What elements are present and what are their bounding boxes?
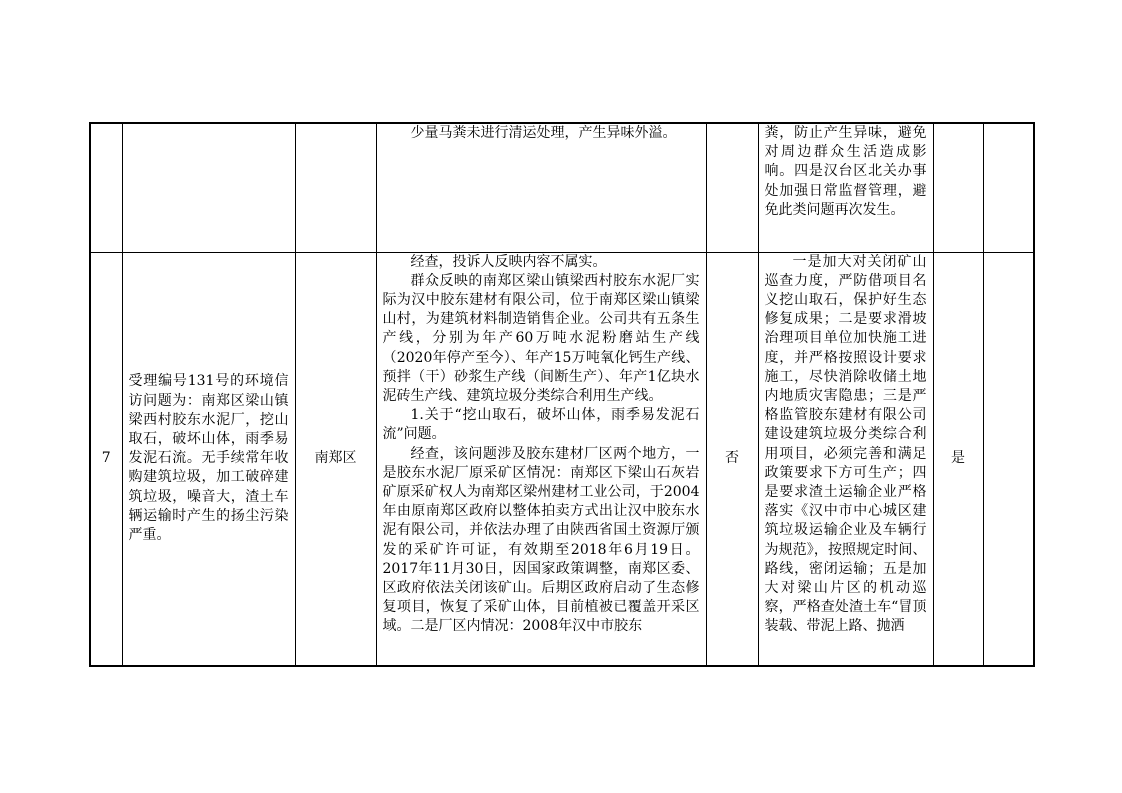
issue-description (122, 123, 295, 252)
district: 南郑区 (295, 252, 376, 666)
remark (983, 252, 1034, 666)
district (295, 123, 376, 252)
findings-cell (376, 123, 706, 252)
table-row (90, 252, 1034, 666)
rectification-measures: 粪，防止产生异味，避免对周边群众生活造成影响。四是汉台区北关办事处加强日常监督管理，避免此类问题再次发生。 (758, 123, 933, 252)
findings-paragraph: 经查，该问题涉及胶东建材厂区两个地方，一是胶东水泥厂原采矿区情况：南郑区下梁山石灰岩矿原采矿权人为南郑区梁州建材工业公司，于2004年由原南郑区政府以整体拍卖方式出让汉中胶东水泥有限公司，并依法办理了由陕西省国土资源厅颁发的采矿许可证，有效期至2018年6月19日。2017年11月30日，因国家政策调整，南郑区委、区政府依法关闭该矿山。后期区政府启动了生态修复项目，恢复了采矿山体，目前植被已覆盖开采区域。二是厂区内情况：2008年汉中市胶东 (382, 445, 700, 635)
row-number (90, 123, 122, 252)
row-number: 7 (90, 252, 122, 666)
findings-paragraph: 经查，投诉人反映内容不属实。 (410, 253, 607, 270)
rectified-status: 是 (933, 252, 983, 666)
verified-status: 否 (706, 252, 758, 666)
rectification-measures: 一是加大对关闭矿山巡查力度，严防借项目名义挖山取石，保护好生态修复成果；二是要求滑坡治理项目单位加快施工进度，并严格按照设计要求施工，尽快消除收储土地内地质灾害隐患；三是严格监管胶东建材有限公司建设建筑垃圾分类综合利用项目，必须完善和满足政策要求下方可生产；四是要求渣土运输企业严格落实《汉中市中心城区建筑垃圾运输企业及车辆行为规范》，按照规定时间、路线，密闭运输；五是加大对梁山片区的机动巡察，严格查处渣土车“冒顶装载、带泥上路、抛洒 (758, 252, 933, 666)
issue-description: 受理编号131号的环境信访问题为：南郑区梁山镇梁西村胶东水泥厂，挖山取石，破坏山体，雨季易发泥石流。无手续常年收购建筑垃圾，加工破碎建筑垃圾，噪音大，渣土车辆运输时产生的扬尘污染严重。 (122, 252, 295, 666)
findings-cell (376, 252, 706, 666)
findings-paragraph: 群众反映的南郑区梁山镇梁西村胶东水泥厂实际为汉中胶东建材有限公司，位于南郑区梁山镇梁山村，为建筑材料制造销售企业。公司共有五条生产线，分别为年产60万吨水泥粉磨站生产线（2020年停产至今）、年产15万吨氧化钙生产线、预拌（干）砂浆生产线（间断生产）、年产1亿块水泥砖生产线、建筑垃圾分类综合利用生产线。 (382, 272, 700, 404)
findings-paragraph: 1.关于“挖山取石，破坏山体，雨季易发泥石流”问题。 (382, 407, 700, 443)
rectified-status (933, 123, 983, 252)
remark (983, 123, 1034, 252)
complaint-table (89, 122, 1035, 667)
findings-paragraph: 少量马粪未进行清运处理，产生异味外溢。 (410, 125, 677, 141)
table-row (90, 123, 1034, 252)
verified-status (706, 123, 758, 252)
